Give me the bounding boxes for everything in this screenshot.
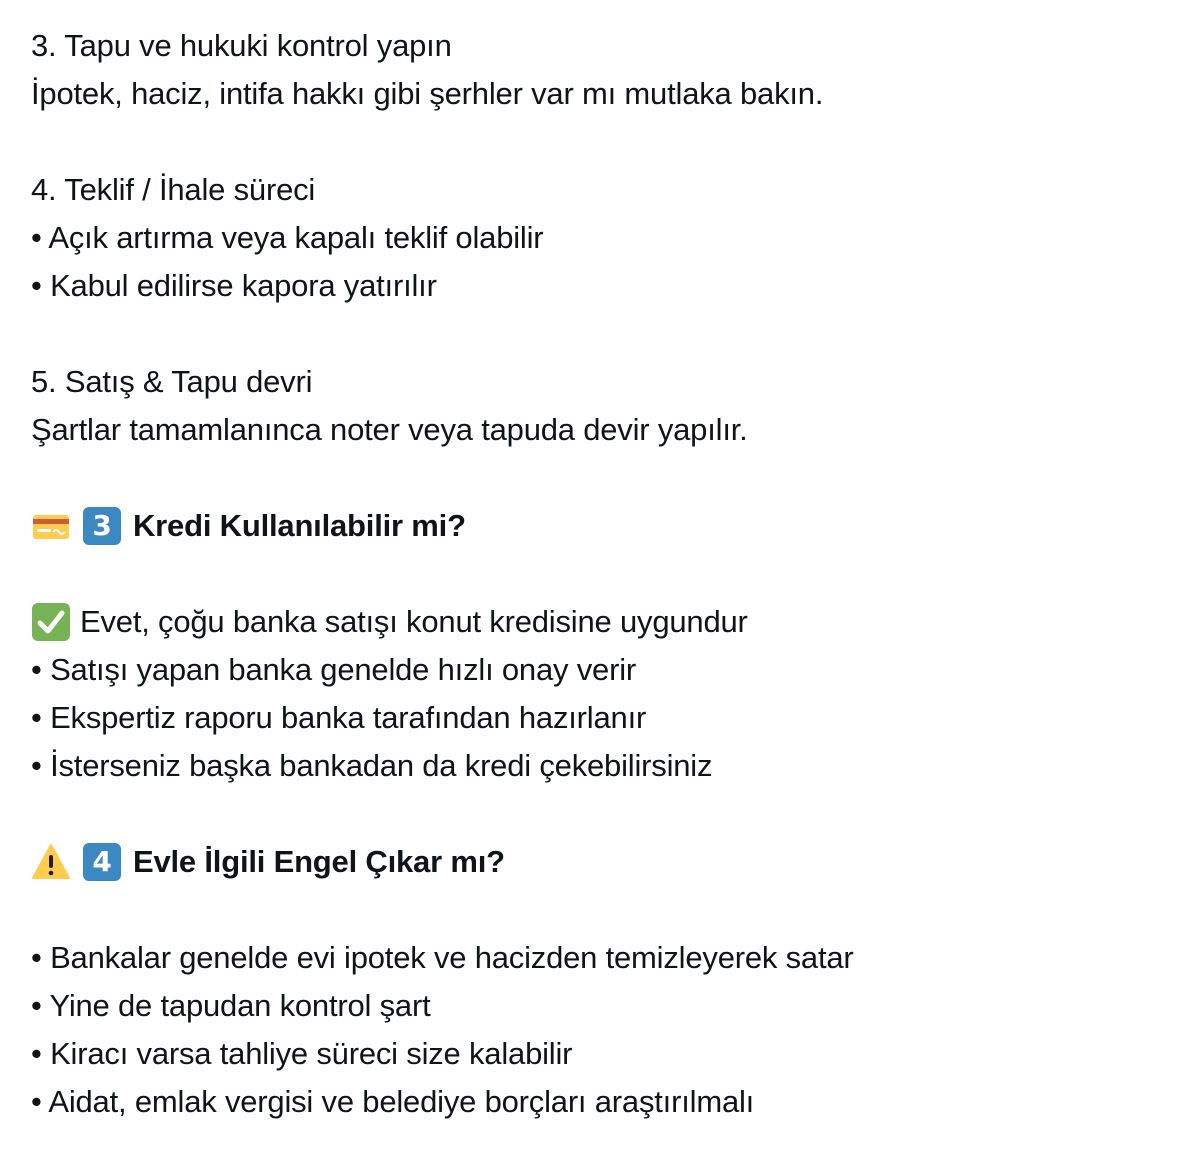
list-item: • İsterseniz başka bankadan da kredi çekebilirsiniz xyxy=(31,748,713,783)
keycap-4-icon xyxy=(82,842,122,882)
spacer xyxy=(31,118,1171,166)
keycap-number: 4 xyxy=(92,845,112,878)
credit-card-icon xyxy=(31,506,71,546)
list-item: • Yine de tapudan kontrol şart xyxy=(31,988,431,1023)
credit-heading-text: Kredi Kullanılabilir mi? xyxy=(133,508,466,543)
list-item: • Aidat, emlak vergisi ve belediye borçları araştırılmalı xyxy=(31,1084,755,1119)
warning-icon xyxy=(31,842,71,882)
credit-check-line xyxy=(31,598,1171,646)
credit-heading xyxy=(31,502,1171,550)
spacer xyxy=(31,886,1171,934)
check-mark-icon xyxy=(31,602,71,642)
list-item: • Satışı yapan banka genelde hızlı onay verir xyxy=(31,652,637,687)
obstacle-heading xyxy=(31,838,1171,886)
keycap-3-icon xyxy=(82,506,122,546)
keycap-number: 3 xyxy=(92,509,112,542)
step3-title: 3. Tapu ve hukuki kontrol yapın xyxy=(31,28,452,63)
list-item: • Ekspertiz raporu banka tarafından hazırlanır xyxy=(31,700,647,735)
spacer xyxy=(31,550,1171,598)
list-item: • Kiracı varsa tahliye süreci size kalabilir xyxy=(31,1036,573,1071)
obstacle-heading-text: Evle İlgili Engel Çıkar mı? xyxy=(133,844,505,879)
list-item: • Açık artırma veya kapalı teklif olabilir xyxy=(31,220,544,255)
spacer xyxy=(31,454,1171,502)
list-item: • Bankalar genelde evi ipotek ve hacizden temizleyerek satar xyxy=(31,940,854,975)
step5-body: Şartlar tamamlanınca noter veya tapuda devir yapılır. xyxy=(31,412,748,447)
step3-body: İpotek, haciz, intifa hakkı gibi şerhler var mı mutlaka bakın. xyxy=(31,76,824,111)
spacer xyxy=(31,310,1171,358)
list-item: • Kabul edilirse kapora yatırılır xyxy=(31,268,437,303)
post-body xyxy=(31,22,1171,1126)
credit-check-text: Evet, çoğu banka satışı konut kredisine uygundur xyxy=(80,604,748,639)
spacer xyxy=(31,790,1171,838)
step4-title: 4. Teklif / İhale süreci xyxy=(31,172,316,207)
step5-title: 5. Satış & Tapu devri xyxy=(31,364,313,399)
